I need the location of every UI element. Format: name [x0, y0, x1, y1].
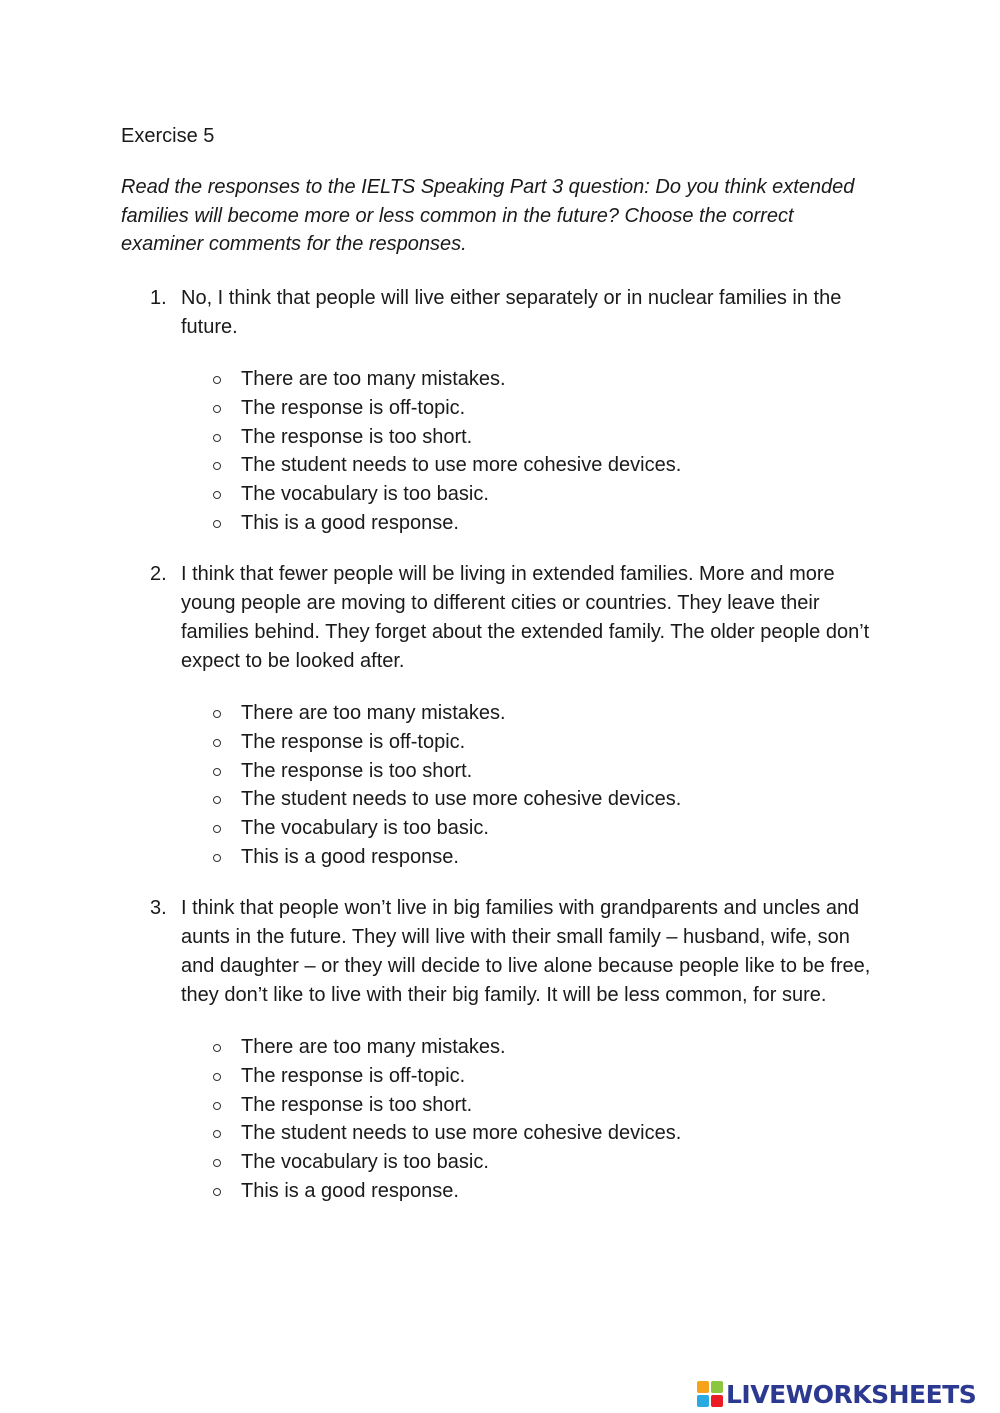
radio-circle-icon[interactable] [213, 462, 221, 470]
logo-tile-red [711, 1395, 723, 1407]
answer-option[interactable] [150, 1091, 885, 1120]
radio-circle-icon[interactable] [213, 491, 221, 499]
radio-circle-icon[interactable] [213, 1044, 221, 1052]
question-3 [150, 894, 885, 1206]
radio-circle-icon[interactable] [213, 376, 221, 384]
question-1 [150, 284, 885, 538]
option-label: The vocabulary is too basic. [241, 483, 489, 506]
answer-options [150, 365, 885, 538]
radio-circle-icon[interactable] [213, 739, 221, 747]
liveworksheets-logo-icon [697, 1381, 723, 1407]
answer-option[interactable] [150, 814, 885, 843]
option-label: The student needs to use more cohesive devices. [241, 454, 682, 477]
answer-option[interactable] [150, 480, 885, 509]
option-label: The response is too short. [241, 425, 473, 448]
option-label: The vocabulary is too basic. [241, 1151, 489, 1174]
option-label: The response is off-topic. [241, 730, 466, 753]
radio-circle-icon[interactable] [213, 796, 221, 804]
radio-circle-icon[interactable] [213, 1102, 221, 1110]
radio-circle-icon[interactable] [213, 405, 221, 413]
logo-tile-green [711, 1381, 723, 1393]
question-text: I think that fewer people will be living in extended families. More and more young people are moving to different cities or countries. They leave their families behind. They forget about the extended family. The older people don’t expect to be looked after. [181, 563, 870, 672]
exercise-instructions: Read the responses to the IELTS Speaking Part 3 question: Do you think extended families will become more or less common in the future? Choose the correct examiner comments for the responses. [121, 176, 855, 255]
question-number: 1. [150, 287, 167, 309]
option-label: This is a good response. [241, 845, 459, 868]
logo-text: LIVEWORKSHEETS [726, 1379, 977, 1409]
radio-circle-icon[interactable] [213, 710, 221, 718]
radio-circle-icon[interactable] [213, 520, 221, 528]
option-label: There are too many mistakes. [241, 1036, 506, 1058]
option-label: There are too many mistakes. [241, 702, 506, 724]
answer-options [150, 1033, 885, 1206]
exercise-heading: Exercise 5 [121, 125, 215, 147]
answer-option[interactable] [150, 365, 885, 394]
liveworksheets-logo[interactable] [697, 1378, 976, 1410]
radio-circle-icon[interactable] [213, 768, 221, 776]
question-text: No, I think that people will live either separately or in nuclear families in the future. [181, 287, 842, 338]
question-text: I think that people won’t live in big families with grandparents and uncles and aunts in the future. They will live with their small family – husband, wife, son and daughter – or they will decide to live alone because people like to be free, they don’t like to live with their big family. It will be less common, for sure. [181, 897, 871, 1006]
answer-options [150, 699, 885, 872]
radio-circle-icon[interactable] [213, 825, 221, 833]
option-label: There are too many mistakes. [241, 368, 506, 390]
radio-circle-icon[interactable] [213, 1188, 221, 1196]
answer-option[interactable] [150, 509, 885, 538]
answer-option[interactable] [150, 1119, 885, 1148]
option-label: This is a good response. [241, 1179, 459, 1202]
question-number: 2. [150, 563, 167, 585]
option-label: The student needs to use more cohesive devices. [241, 1122, 682, 1145]
answer-option[interactable] [150, 757, 885, 786]
logo-tile-orange [697, 1381, 709, 1393]
answer-option[interactable] [150, 843, 885, 872]
option-label: This is a good response. [241, 511, 459, 534]
radio-circle-icon[interactable] [213, 434, 221, 442]
answer-option[interactable] [150, 1177, 885, 1206]
question-2 [150, 560, 885, 872]
radio-circle-icon[interactable] [213, 1159, 221, 1167]
answer-option[interactable] [150, 394, 885, 423]
option-label: The response is off-topic. [241, 1064, 466, 1087]
answer-option[interactable] [150, 728, 885, 757]
answer-option[interactable] [150, 423, 885, 452]
radio-circle-icon[interactable] [213, 1130, 221, 1138]
answer-option[interactable] [150, 1033, 885, 1062]
answer-option[interactable] [150, 699, 885, 728]
option-label: The response is off-topic. [241, 396, 466, 419]
answer-option[interactable] [150, 785, 885, 814]
radio-circle-icon[interactable] [213, 854, 221, 862]
option-label: The response is too short. [241, 759, 473, 782]
logo-tile-blue [697, 1395, 709, 1407]
option-label: The vocabulary is too basic. [241, 817, 489, 840]
answer-option[interactable] [150, 1148, 885, 1177]
answer-option[interactable] [150, 451, 885, 480]
radio-circle-icon[interactable] [213, 1073, 221, 1081]
option-label: The response is too short. [241, 1093, 473, 1116]
option-label: The student needs to use more cohesive devices. [241, 788, 682, 811]
answer-option[interactable] [150, 1062, 885, 1091]
question-number: 3. [150, 897, 167, 919]
